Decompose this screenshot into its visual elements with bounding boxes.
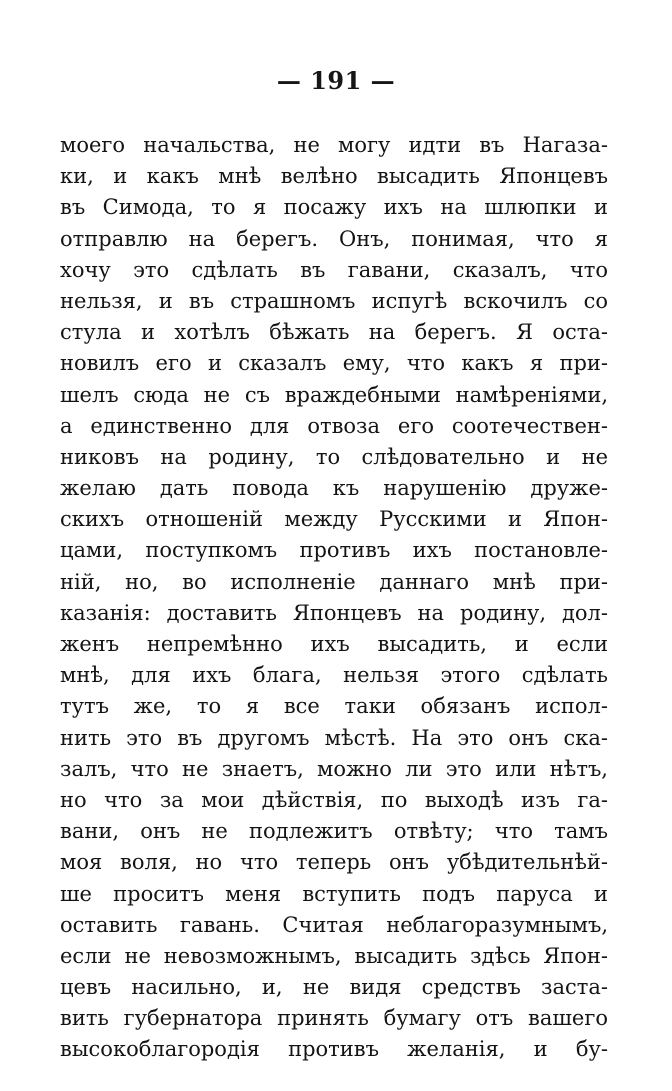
- text-line: ній, но, во исполненіе даннаго мнѣ при-: [60, 569, 608, 594]
- text-line: шелъ сюда не съ враждебными намѣреніями,: [60, 382, 608, 407]
- text-line: нельзя, и въ страшномъ испугѣ вскочилъ со: [60, 288, 608, 313]
- body-text: [60, 130, 608, 1066]
- text-line: новилъ его и сказалъ ему, что какъ я при-: [60, 351, 608, 376]
- text-line: казанія: доставить Японцевъ на родину, дол-: [60, 600, 608, 625]
- text-line: если не невозможнымъ, высадить здѣсь Япон-: [60, 943, 608, 968]
- text-line: но что за мои дѣйствія, по выходѣ изъ га-: [60, 787, 608, 812]
- text-line: цевъ насильно, и, не видя средствъ заста-: [60, 975, 608, 1000]
- text-line: залъ, что не знаетъ, можно ли это или нѣтъ,: [60, 756, 608, 781]
- text-line: женъ непремѣнно ихъ высадить, и если: [60, 632, 608, 656]
- text-line: вить губернатора принять бумагу отъ вашего: [60, 1006, 608, 1031]
- text-line: въ Симода, то я посажу ихъ на шлюпки и: [60, 195, 608, 220]
- text-line: хочу это сдѣлать въ гавани, сказалъ, что: [60, 257, 608, 282]
- page-number: — 191 —: [276, 66, 396, 95]
- text-line: мнѣ, для ихъ блага, нельзя этого сдѣлать: [60, 663, 608, 688]
- text-line: а единственно для отвоза его соотечествен-: [60, 413, 608, 438]
- text-line: цами, поступкомъ противъ ихъ постановле-: [60, 538, 608, 563]
- text-line: ки, и какъ мнѣ велѣно высадить Японцевъ: [60, 164, 608, 189]
- text-line: стула и хотѣлъ бѣжать на берегъ. Я оста-: [60, 320, 608, 345]
- text-line: нить это въ другомъ мѣстѣ. На это онъ ска-: [60, 725, 608, 750]
- text-line: никовъ на родину, то слѣдовательно и не: [60, 444, 608, 469]
- text-line: тутъ же, то я все таки обязанъ испол-: [60, 694, 608, 719]
- text-line: моя воля, но что теперь онъ убѣдительнѣй-: [60, 850, 608, 875]
- text-line: моего начальства, не могу идти въ Нагаза-: [60, 133, 608, 157]
- text-line: оставить гавань. Считая неблагоразумнымъ,: [60, 912, 608, 937]
- text-line: скихъ отношеній между Русскими и Япон-: [60, 507, 608, 532]
- text-line: отправлю на берегъ. Онъ, понимая, что я: [60, 226, 608, 251]
- text-line: высокоблагородія противъ желанія, и бу-: [60, 1037, 608, 1062]
- text-line: вани, онъ не подлежитъ отвѣту; что тамъ: [60, 819, 608, 844]
- text-line: желаю дать повода къ нарушенію друже-: [60, 476, 608, 501]
- text-line: ше проситъ меня вступить подъ паруса и: [60, 881, 608, 906]
